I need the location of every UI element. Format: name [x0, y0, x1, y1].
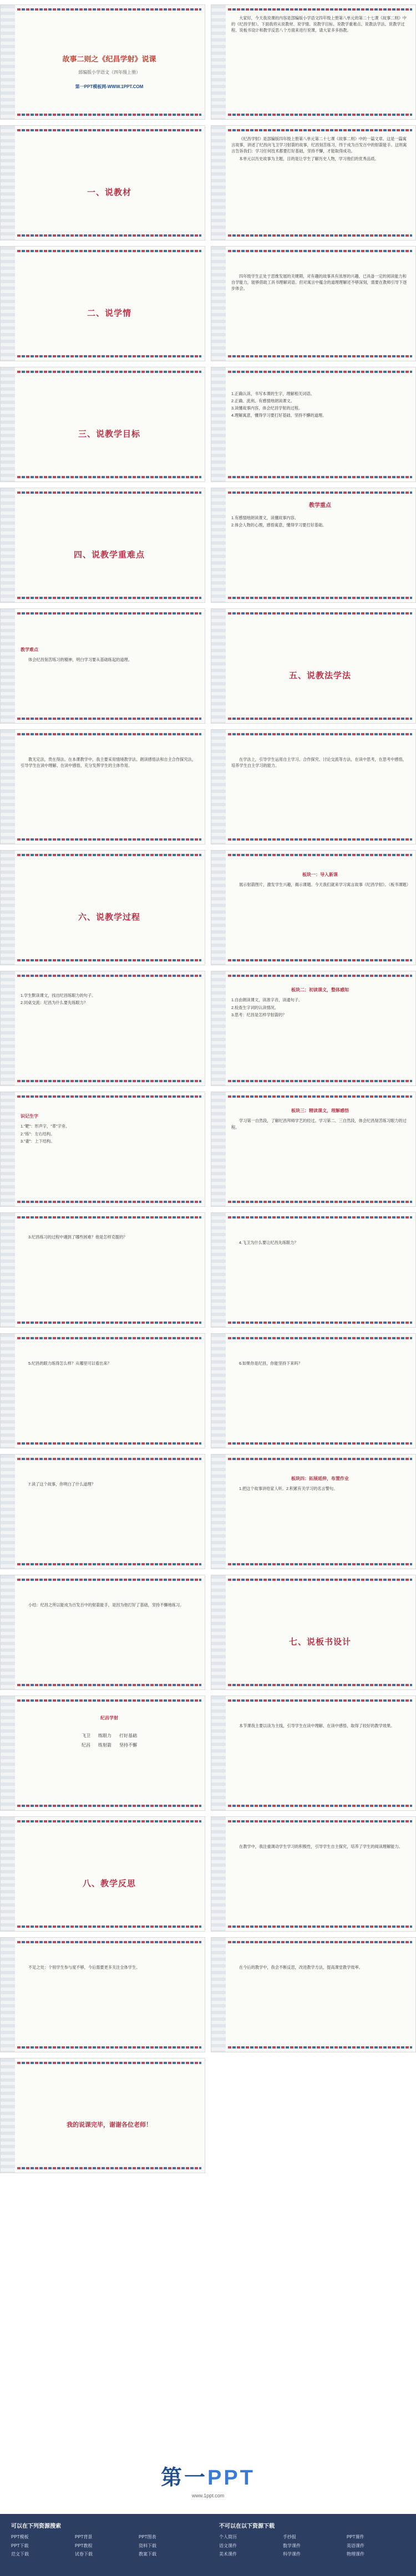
- stripe-decoration: [17, 2167, 201, 2169]
- stripe-decoration: [17, 1080, 201, 1082]
- stripe-decoration: [228, 491, 412, 494]
- footer-link[interactable]: PPT背景: [75, 2534, 93, 2539]
- think-text: 4.飞卫为什么要让纪昌先练眼力？: [239, 1240, 298, 1245]
- stripe-decoration: [17, 1684, 201, 1686]
- slide-intro: [211, 4, 416, 120]
- footer-column-head: 不可以在以下资源下载: [219, 2523, 275, 2529]
- process-heading: 板块二：初读课文，整体感知: [291, 987, 349, 992]
- board-cell: 打好基础: [119, 1733, 137, 1739]
- slide-section-2: [0, 246, 205, 361]
- ending-text: 我的说课完毕，谢谢各位老师！: [67, 2122, 152, 2129]
- stripe-decoration: [228, 1563, 412, 1565]
- process-heading: 板块四：拓展延伸，布置作业: [291, 1476, 349, 1481]
- stripe-decoration: [17, 975, 201, 977]
- footer-link[interactable]: 手抄报: [283, 2534, 296, 2539]
- slide-process-2: [0, 971, 205, 1086]
- stripe-decoration: [228, 1442, 412, 1445]
- stripe-decoration: [17, 491, 201, 494]
- stripe-decoration: [228, 8, 412, 11]
- slide-section-5: [211, 608, 416, 724]
- slide-goals: [211, 367, 416, 482]
- slide-process-1: [211, 850, 416, 965]
- footer-bar: [0, 2514, 416, 2576]
- stripe-decoration: [228, 1458, 412, 1460]
- chars-item: 3."妻"：上下结构。: [21, 1138, 55, 1144]
- slide-section-8: [0, 1816, 205, 1932]
- footer-tagline: www.1ppt.com: [191, 2492, 225, 2498]
- board-cell: 练射箭: [98, 1742, 111, 1748]
- footer: [0, 2446, 416, 2576]
- footer-link[interactable]: 美术课件: [219, 2552, 237, 2557]
- stripe-decoration: [17, 129, 201, 131]
- slide-think-3: [211, 1333, 416, 1448]
- intro-text: 大家好，今天我说课的内容是部编版小学语文四年级上册第八单元的第二十七课《故事二则》中的《纪昌学射》。下面我将从说教材、说学情、说教学目标、说教学重难点、说教法学法、说教学过程、说板书设计和教学反思八个方面来进行说课，请大家多多指教。: [231, 16, 407, 33]
- stripe-decoration: [228, 1805, 412, 1807]
- reflection-text: 不足之处：个别学生参与度不够，今后需要更多关注全体学生。: [28, 1965, 140, 1970]
- slide-methods-2: [211, 729, 416, 844]
- stripe-decoration: [17, 1820, 201, 1822]
- cover-subtitle: 部编版小学语文（四年级上册）: [78, 69, 140, 75]
- board-cell: 纪昌: [82, 1742, 90, 1748]
- stripe-decoration: [228, 612, 412, 614]
- slide-consolidate: [211, 1454, 416, 1569]
- goal-item: 4.理解寓意，懂得学习要打好基础、坚持不懈的道理。: [231, 413, 327, 418]
- chars-item: 2."练"：左右结构。: [21, 1131, 55, 1136]
- footer-column-head: 可以在下列资源搜索: [11, 2523, 61, 2529]
- footer-link[interactable]: PPT下载: [11, 2543, 29, 2548]
- footer-logo[interactable]: [128, 2446, 288, 2512]
- stripe-decoration: [17, 854, 201, 856]
- slide-reflection-2: [0, 1937, 205, 2052]
- slide-keypoint: [211, 488, 416, 603]
- keypoint-item: 1.有感情地朗读课文，读懂故事内容。: [231, 515, 298, 520]
- slide-reflection-3: [211, 1937, 416, 2052]
- slide-reflection-1: [211, 1816, 416, 1932]
- stripe-decoration: [17, 1322, 201, 1324]
- stripe-decoration: [228, 1322, 412, 1324]
- slide-cover: [0, 4, 205, 120]
- stripe-decoration: [17, 1095, 201, 1098]
- stripe-decoration: [228, 371, 412, 373]
- stripe-decoration: [17, 1579, 201, 1581]
- stripe-decoration: [17, 2046, 201, 2048]
- think-text: 5.纪昌的眼力练得怎么样？从哪里可以看出来？: [28, 1361, 111, 1366]
- footer-link[interactable]: 语文课件: [219, 2543, 237, 2548]
- summary-text: 小结：纪昌之所以能成为百发百中的射箭能手，是因为他打好了基础，坚持不懈地练习。: [28, 1602, 184, 1607]
- process-text: 学习第一自然段，了解纪昌拜师学艺的经过。学习第二、三自然段，体会纪昌刻苦练习眼力的过程。: [231, 1118, 407, 1130]
- stripe-decoration: [17, 8, 201, 11]
- stripe-decoration: [17, 1442, 201, 1445]
- board-title: 纪昌学射: [100, 1715, 118, 1720]
- stripe-decoration: [17, 959, 201, 961]
- stripe-decoration: [228, 1820, 412, 1822]
- footer-link[interactable]: 资料下载: [139, 2543, 156, 2548]
- stripe-decoration: [228, 597, 412, 599]
- slide-chars: [0, 1092, 205, 1207]
- slide-section-4: [0, 488, 205, 603]
- slide-board: [0, 1696, 205, 1811]
- board-cell: 坚持不懈: [119, 1742, 137, 1748]
- brand-a: 第一: [161, 2466, 208, 2490]
- slide-difficulty: [0, 608, 205, 724]
- stripe-decoration: [228, 1095, 412, 1098]
- footer-link[interactable]: 试卷下载: [75, 2552, 93, 2557]
- stripe-decoration: [17, 1216, 201, 1218]
- stripe-decoration: [17, 733, 201, 735]
- stripe-decoration: [17, 250, 201, 252]
- slide-reflection-intro: [211, 1696, 416, 1811]
- cover-title: 故事二则之《纪昌学射》说课: [62, 54, 156, 63]
- slide-summary: [0, 1575, 205, 1690]
- footer-link[interactable]: 物理课件: [347, 2552, 364, 2557]
- process-item: 2.同桌交流：纪昌为什么要先练眼力？: [21, 1000, 88, 1006]
- process-text: 1.把这个故事讲给家人听。2.积累有关学习的名言警句。: [239, 1486, 338, 1492]
- footer-link[interactable]: PPT图表: [139, 2534, 156, 2539]
- difficulty-text: 体会纪昌刻苦练习的精神，明白学习要从基础练起的道理。: [28, 657, 132, 663]
- stripe-decoration: [17, 838, 201, 841]
- slide-process-3: [211, 971, 416, 1086]
- methods-text: 教无定法，贵在得法。在本课教学中，我主要采用情境教学法、朗读感悟法和自主合作探究法，引导学生在读中理解、在读中感悟，充分发挥学生的主体作用。: [21, 757, 196, 769]
- reflection-text: 本节课我主要以读为主线，引导学生在读中理解、在读中感悟，取得了较好的教学效果。: [239, 1723, 395, 1728]
- reflection-text: 在教学中，我注重调动学生学习的积极性，引导学生自主探究，培养了学生的阅读理解能力。: [239, 1844, 403, 1849]
- stripe-decoration: [228, 733, 412, 735]
- stripe-decoration: [228, 975, 412, 977]
- stripe-decoration: [228, 250, 412, 252]
- stripe-decoration: [17, 718, 201, 720]
- keypoint-item: 2.体会人物的心理，感悟寓意，懂得学习要打好基础。: [231, 522, 327, 528]
- stripe-decoration: [228, 959, 412, 961]
- slide-practice: [0, 1212, 205, 1328]
- difficulty-heading: 教学难点: [21, 647, 38, 652]
- stripe-decoration: [228, 1699, 412, 1702]
- section-title: 五、说教法学法: [288, 671, 351, 681]
- slide-grid: [0, 4, 416, 2173]
- stripe-decoration: [228, 718, 412, 720]
- slide-textbook: [211, 125, 416, 240]
- section-title: 二、说学情: [87, 309, 131, 319]
- slide-methods-1: [0, 729, 205, 844]
- slide-learners: [211, 246, 416, 361]
- process-text: 展示射箭图片，激发学生兴趣，揭示课题。今天我们就来学习寓言故事《纪昌学射》。（板书课题）: [239, 882, 411, 888]
- slide-section-1: [0, 125, 205, 240]
- section-title: 三、说教学目标: [78, 429, 140, 439]
- stripe-decoration: [17, 1337, 201, 1339]
- stripe-decoration: [228, 114, 412, 116]
- goal-item: 3.读懂故事内容，体会纪昌学射的过程。: [231, 406, 303, 411]
- stripe-decoration: [17, 612, 201, 614]
- stripe-decoration: [17, 355, 201, 357]
- stripe-decoration: [17, 114, 201, 116]
- stripe-decoration: [228, 854, 412, 856]
- stripe-decoration: [228, 234, 412, 237]
- learners-text: 四年级学生正处于思维发展的关键期，对有趣的故事具有浓厚的兴趣，已具备一定的阅读能力和自学能力，能够借助工具书理解词语。但对寓言中蕴含的道理理解还不够深刻，需要在教师引导下逐步体会。: [231, 274, 407, 291]
- stripe-decoration: [228, 476, 412, 478]
- board-cell: 飞卫: [82, 1733, 90, 1739]
- footer-link[interactable]: 科学课件: [283, 2552, 301, 2557]
- slide-process-4: [211, 1092, 416, 1207]
- stripe-decoration: [17, 1925, 201, 1928]
- process-heading: 板块一：导入新课: [302, 872, 338, 877]
- slide-ending: [0, 2058, 205, 2173]
- slide-section-3: [0, 367, 205, 482]
- stripe-decoration: [228, 1337, 412, 1339]
- stripe-decoration: [228, 1080, 412, 1082]
- stripe-decoration: [17, 1941, 201, 1943]
- stripe-decoration: [17, 1699, 201, 1702]
- footer-link[interactable]: 个人简历: [219, 2534, 237, 2539]
- footer-link[interactable]: PPT教程: [75, 2543, 93, 2548]
- section-title: 七、说板书设计: [288, 1637, 351, 1647]
- stripe-decoration: [228, 1925, 412, 1928]
- stripe-decoration: [17, 2062, 201, 2064]
- slide-think-1: [211, 1212, 416, 1328]
- stripe-decoration: [17, 1563, 201, 1565]
- brand-mark: [161, 2460, 255, 2491]
- stripe-decoration: [228, 838, 412, 841]
- process-item: 3.思考：纪昌是怎样学射箭的？: [231, 1012, 287, 1017]
- stripe-decoration: [228, 1684, 412, 1686]
- textbook-text: 本单元以历史故事为主题，目的是让学生了解历史人物，学习他们的优秀品质。: [239, 156, 379, 162]
- think-text: 6.如果你是纪昌，你能坚持下来吗？: [239, 1361, 302, 1366]
- slide-think-4: [0, 1454, 205, 1569]
- stripe-decoration: [17, 1805, 201, 1807]
- process-heading: 板块三：精读课文，理解感悟: [291, 1108, 349, 1113]
- process-item: 1.学生默读课文，找出纪昌练眼力的句子。: [21, 993, 96, 998]
- stripe-decoration: [228, 1579, 412, 1581]
- methods-text: 在学法上，引导学生运用自主学习、合作探究、讨论交流等方法，在读中思考，在思考中感悟，培养学生自主学习的能力。: [231, 757, 407, 769]
- stripe-decoration: [17, 476, 201, 478]
- stripe-decoration: [228, 2046, 412, 2048]
- stripe-decoration: [228, 355, 412, 357]
- slide-section-7: [211, 1575, 416, 1690]
- cover-site: 第一PPT模板网-WWW.1PPT.COM: [75, 84, 144, 90]
- footer-link[interactable]: 范文下载: [11, 2552, 29, 2557]
- footer-link[interactable]: 教案下载: [139, 2552, 156, 2557]
- footer-column: [0, 2514, 208, 2576]
- board-cell: 练眼力: [98, 1733, 111, 1739]
- reflection-text: 在今后的教学中，我会不断反思，改进教学方法，提高课堂教学效率。: [239, 1965, 363, 1970]
- section-title: 四、说教学重难点: [73, 550, 145, 560]
- footer-link[interactable]: PPT模板: [11, 2534, 29, 2539]
- stripe-decoration: [17, 1458, 201, 1460]
- goal-item: 2.正确、流利、有感情地朗读课文。: [231, 398, 295, 404]
- brand-b: PPT: [207, 2466, 255, 2490]
- practice-text: 3.纪昌练习的过程中遇到了哪些困难？他是怎样克服的？: [28, 1235, 128, 1240]
- stripe-decoration: [228, 1941, 412, 1943]
- goal-item: 1.正确认读、书写本课的生字，理解相关词语。: [231, 391, 314, 396]
- footer-link[interactable]: PPT课件: [347, 2534, 364, 2539]
- stripe-decoration: [17, 597, 201, 599]
- board-diagram: [21, 1733, 198, 1749]
- stripe-decoration: [17, 371, 201, 373]
- stripe-decoration: [228, 1201, 412, 1203]
- footer-link[interactable]: 英语课件: [347, 2543, 364, 2548]
- slide-think-2: [0, 1333, 205, 1448]
- process-item: 2.检查生字词的认读情况。: [231, 1005, 279, 1010]
- section-title: 六、说教学过程: [78, 913, 140, 923]
- footer-column: [208, 2514, 416, 2576]
- stripe-decoration: [228, 129, 412, 131]
- section-title: 八、教学反思: [82, 1879, 136, 1889]
- textbook-text: 《纪昌学射》是部编版四年级上册第八单元第二十七课《故事二则》中的一篇文章。这是一篇寓言故事，讲述了纪昌向飞卫学习射箭的故事，纪昌刻苦练习，终于成为百发百中的射箭能手。这则寓言告诉我们：学习任何技术都要打好基础，坚持不懈，才能取得成功。: [231, 136, 407, 154]
- chars-heading: 识记生字: [21, 1114, 38, 1119]
- keypoint-heading: 教学重点: [309, 503, 331, 509]
- slide-section-6: [0, 850, 205, 965]
- chars-item: 1."靶"：形声字，"革"字旁。: [21, 1124, 70, 1129]
- process-item: 1.自由朗读课文，读准字音，读通句子。: [231, 997, 303, 1003]
- section-title: 一、说教材: [87, 188, 131, 198]
- stripe-decoration: [17, 1201, 201, 1203]
- think-text: 7.读了这个故事，你明白了什么道理？: [28, 1482, 95, 1487]
- stripe-decoration: [17, 234, 201, 237]
- footer-link[interactable]: 数学课件: [283, 2543, 301, 2548]
- stripe-decoration: [228, 1216, 412, 1218]
